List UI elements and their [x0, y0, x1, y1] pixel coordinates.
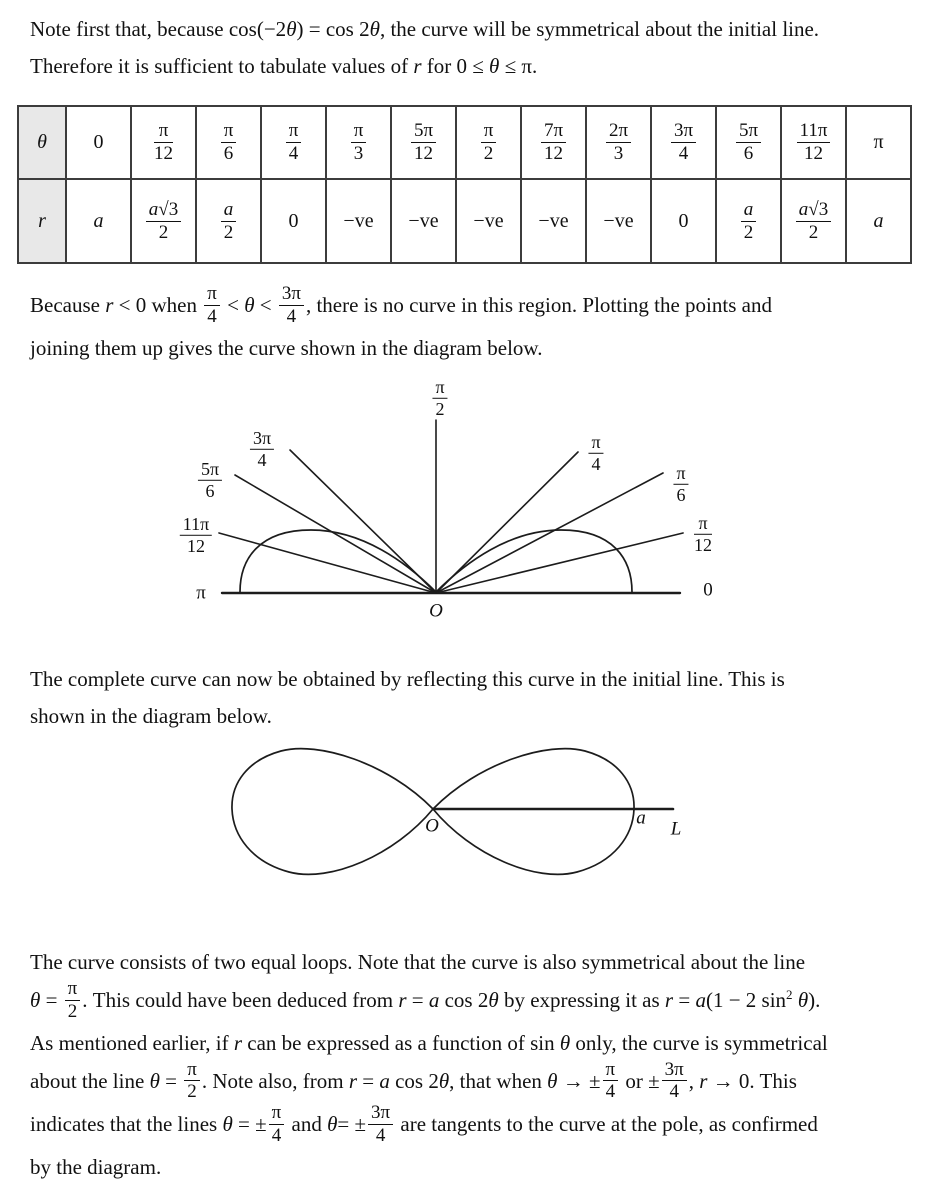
value-cell	[716, 179, 781, 263]
stacked-fraction: $\frac{\pi}{2}$	[182, 1060, 202, 1103]
label-5pi-over-6	[196, 460, 224, 500]
label-pi-over-12	[692, 514, 714, 554]
stacked-fraction: $\frac{3\pi}{4}$	[277, 284, 306, 327]
text-line: θ = $\frac{\pi}{2}$ . This could have been deduced from r = a cos 2θ by expressing it as r = a(1 − 2 $\sin^2 \theta$).	[30, 978, 821, 1022]
value-cell: −ve	[521, 179, 586, 263]
intro-paragraph	[30, 11, 920, 85]
stacked-fraction: $\frac{\pi}{4}$	[601, 1060, 621, 1103]
stacked-fraction: $\frac{a√3}{2}$	[144, 200, 183, 243]
label-a: a	[636, 807, 646, 829]
right-loop-curve	[433, 749, 634, 875]
stacked-fraction: $\frac{3\pi}{4}$	[366, 1103, 395, 1146]
text-line: The curve consists of two equal loops. Note that the curve is also symmetrical about the line	[30, 950, 806, 974]
value-cell	[456, 106, 521, 179]
row-label-cell: θ	[18, 106, 66, 179]
stacked-fraction: $\frac{2\pi}{3}$	[604, 121, 633, 164]
value-cell	[716, 106, 781, 179]
stacked-fraction: $\frac{7\pi}{12}$	[539, 121, 568, 164]
value-cell: −ve	[456, 179, 521, 263]
label-origin: O	[425, 815, 439, 837]
value-cell	[586, 106, 651, 179]
value-cell: π	[846, 106, 911, 179]
left-loop-curve	[232, 749, 433, 875]
value-cell: 0	[66, 106, 131, 179]
reflection-paragraph	[30, 661, 920, 735]
stacked-fraction: $\frac{5\pi}{6}$	[196, 460, 224, 500]
text-line: shown in the diagram below.	[30, 704, 272, 728]
value-cell: −ve	[586, 179, 651, 263]
conclusion-paragraph	[30, 944, 920, 1186]
label-zero: 0	[703, 579, 713, 601]
value-cell: a	[846, 179, 911, 263]
value-cell	[781, 179, 846, 263]
value-cell: −ve	[391, 179, 456, 263]
value-cell: a	[66, 179, 131, 263]
label-11pi-over-12	[178, 515, 214, 555]
stacked-fraction: $\frac{\pi}{3}$	[349, 121, 369, 164]
text-line: by the diagram.	[30, 1154, 162, 1179]
stacked-fraction: $\frac{\pi}{6}$	[219, 121, 239, 164]
value-cell	[131, 179, 196, 263]
stacked-fraction: $\frac{\pi}{12}$	[154, 120, 173, 164]
right-half-loop-curve	[436, 530, 632, 592]
stacked-fraction: $\frac{\pi}{2}$	[430, 378, 449, 418]
ray-5pi-6	[235, 475, 436, 593]
stacked-fraction: $\frac{\pi}{4}$	[586, 433, 605, 473]
r-row	[18, 179, 911, 263]
value-cell: 0	[651, 179, 716, 263]
value-cell	[781, 106, 846, 179]
stacked-fraction: $\frac{\pi}{4}$	[202, 284, 222, 327]
stacked-fraction: $\frac{11\pi}{12}$	[178, 515, 214, 555]
row-label-cell: r	[18, 179, 66, 263]
complete-curve-diagram	[0, 735, 936, 885]
label-pi: π	[196, 582, 206, 604]
value-cell: −ve	[326, 179, 391, 263]
stacked-fraction: $\frac{a}{2}$	[739, 200, 759, 243]
value-cell	[391, 106, 456, 179]
stacked-fraction: $\frac{a}{2}$	[219, 200, 239, 243]
label-3pi-over-4	[248, 429, 276, 469]
label-pi-over-6	[671, 464, 690, 504]
values-table-body	[18, 106, 911, 263]
text-line: As mentioned earlier, if r can be expressed as a function of sin θ only, the curve is symmetrical	[30, 1030, 828, 1055]
value-cell	[131, 106, 196, 179]
value-cell	[651, 106, 716, 179]
value-cell	[196, 179, 261, 263]
text-line: Because r < 0 when $\frac{\pi}{4}$ < θ < $\frac{3\pi}{4}$ , there is no curve in this region. Plotting the points and	[30, 283, 772, 327]
stacked-fraction: $\frac{5\pi}{12}$	[409, 121, 438, 164]
value-cell	[261, 106, 326, 179]
value-cell	[521, 106, 586, 179]
stacked-fraction: $\frac{3\pi}{4}$	[669, 121, 698, 164]
stacked-fraction: $\frac{3\pi}{4}$	[660, 1060, 689, 1103]
stacked-fraction: $\frac{\pi}{4}$	[267, 1103, 287, 1146]
values-table	[17, 105, 912, 264]
stacked-fraction: $\frac{\pi}{12}$	[694, 512, 712, 555]
text-line: about the line θ = $\frac{\pi}{2}$ . Note also, from r = a cos 2θ, that when θ → ± $\frac{\pi}{4}$ or ± $\frac{3\pi}{4}$ , r → 0. This	[30, 1058, 797, 1103]
half-curve-diagram	[0, 378, 936, 626]
stacked-fraction: $\frac{11\pi}{12}$	[795, 121, 833, 164]
text-line: Therefore it is sufficient to tabulate values of r for 0 ≤ θ ≤ π.	[30, 54, 538, 78]
label-L: L	[670, 818, 682, 840]
ray-pi-12	[436, 533, 683, 593]
label-pi-over-2	[430, 378, 449, 418]
stacked-fraction: $\frac{\pi}{6}$	[671, 464, 690, 504]
stacked-fraction: $\frac{\pi}{2}$	[63, 979, 83, 1022]
text-line: joining them up gives the curve shown in the diagram below.	[30, 335, 543, 360]
stacked-fraction: $\frac{\pi}{4}$	[284, 121, 304, 164]
ray-pi-6	[436, 473, 663, 593]
theta-row	[18, 106, 911, 179]
stacked-fraction: $\frac{a√3}{2}$	[794, 200, 833, 243]
value-cell	[326, 106, 391, 179]
half-curve-plot	[0, 378, 936, 626]
text-line: The complete curve can now be obtained by reflecting this curve in the initial line. This is	[30, 667, 785, 691]
text-line: indicates that the lines θ = ± $\frac{\pi}{4}$ and θ= ± $\frac{3\pi}{4}$ are tangents to the curve at the pole, as confirmed	[30, 1102, 818, 1146]
value-cell	[196, 106, 261, 179]
figure-eight-plot	[0, 735, 936, 885]
no-curve-region-paragraph	[30, 283, 920, 367]
left-half-loop-curve	[240, 530, 436, 592]
stacked-fraction: $\frac{\pi}{2}$	[479, 121, 499, 164]
stacked-fraction: $\frac{3\pi}{4}$	[248, 429, 276, 469]
label-pi-over-4	[586, 433, 605, 473]
value-cell: 0	[261, 179, 326, 263]
label-origin: O	[429, 600, 443, 622]
stacked-fraction: $\frac{5\pi}{6}$	[734, 121, 763, 164]
text-line: Note first that, because cos(−2θ) = cos 2θ, the curve will be symmetrical about the initial line.	[30, 17, 820, 41]
